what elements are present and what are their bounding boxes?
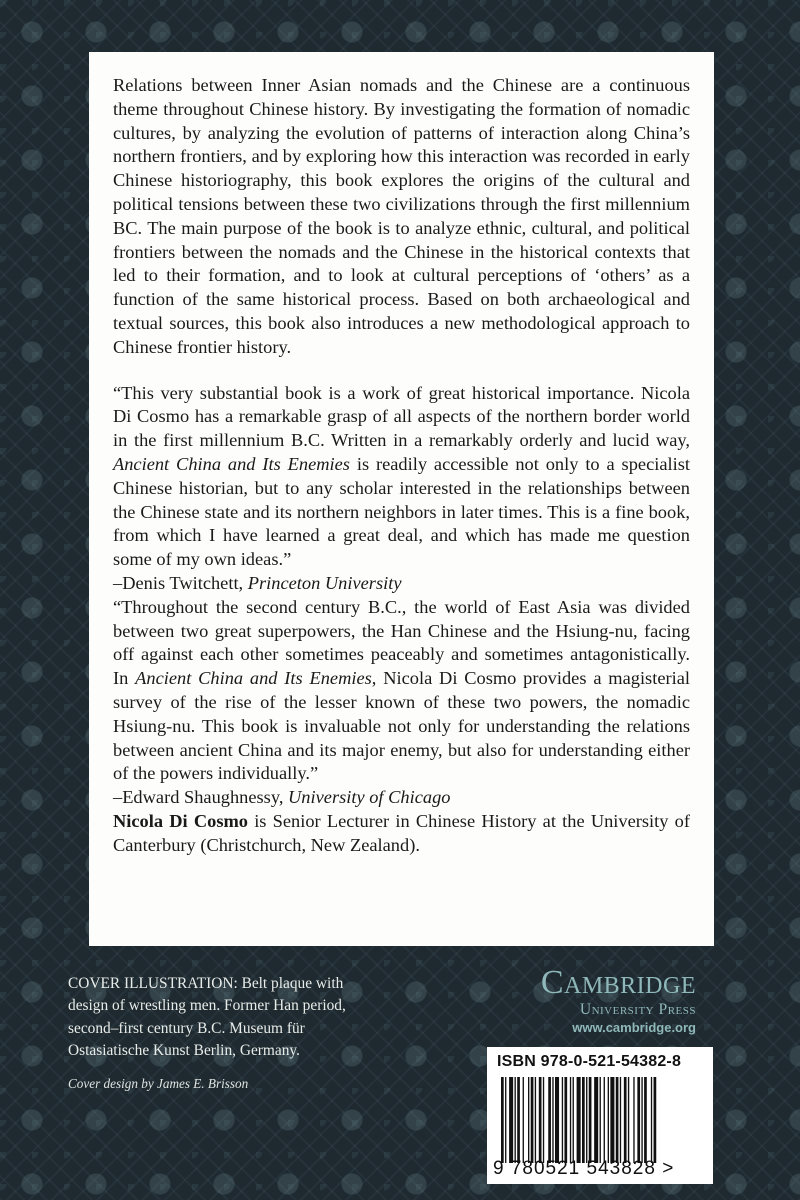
barcode-bar	[600, 1077, 601, 1163]
barcode-bar	[641, 1077, 642, 1163]
publisher-name: Cambridge	[540, 964, 696, 1001]
quote-text: “This very substantial book is a work of great historical importance. Nicola Di Cosmo has a remarkable grasp of all aspects of the northern border world in the first millennium B.C. Written in a remarkably orderly and lucid way,	[113, 382, 690, 451]
barcode-bar	[535, 1077, 536, 1163]
barcode-bar	[562, 1077, 563, 1163]
barcode-bar	[577, 1077, 581, 1163]
barcode-bar	[523, 1077, 524, 1163]
review-attribution-shaughnessy	[113, 786, 690, 810]
barcode-bar	[620, 1077, 621, 1163]
barcode-bar	[654, 1077, 657, 1163]
barcode-bar	[531, 1077, 534, 1163]
barcode-bar	[610, 1077, 614, 1163]
barcode-bar	[555, 1077, 559, 1163]
barcode-bar	[633, 1077, 634, 1163]
author-bio	[113, 810, 690, 858]
barcode-bar	[501, 1077, 504, 1163]
barcode-bar	[644, 1077, 647, 1163]
review-quote-twitchett	[113, 382, 690, 572]
barcode-bar	[548, 1077, 551, 1163]
barcode-bar	[505, 1077, 506, 1163]
barcode-digits: 9 780521 543828 >	[493, 1158, 675, 1179]
barcode-bar	[616, 1077, 619, 1163]
barcode-bar	[564, 1077, 567, 1163]
barcode-bar	[543, 1077, 544, 1163]
barcode-bar	[628, 1077, 629, 1163]
barcode-bar	[589, 1077, 592, 1163]
barcode-bar	[586, 1077, 587, 1163]
cover-illustration-credit: COVER ILLUSTRATION: Belt plaque with design of wrestling men. Former Han period, second–first century B.C. Museum für Ostasiatische Kunst Berlin, Germany.	[68, 975, 346, 1060]
book-description: Relations between Inner Asian nomads and the Chinese are a continuous theme throughout Chinese history. By investigating the formation of nomadic cultures, by analyzing the evolution of patterns of interaction along China’s northern frontiers, and by exploring how this interaction was recorded in early Chinese historiography, this book explores the origins of the cultural and political tensions between these two civilizations through the first millennium BC. The main purpose of the book is to analyze ethnic, cultural, and political frontiers between the nomads and the Chinese in the historical contexts that led to their formation, and to look at cultural perceptions of ‘others’ as a function of the same historical process. Based on both archaeological and textual sources, this book also introduces a new methodological approach to Chinese frontier history.	[113, 75, 690, 357]
book-title: Ancient China and Its Enemies	[113, 453, 350, 474]
book-title: Ancient China and Its Enemies	[135, 668, 372, 689]
author-bio-text: is Senior Lecturer in Chinese History at the University of Canterbury (Christchurch, New Zealand).	[113, 810, 690, 855]
barcode	[499, 1077, 699, 1163]
barcode-bar	[573, 1077, 574, 1163]
barcode-bar	[637, 1077, 640, 1163]
review-attribution-twitchett	[113, 572, 690, 596]
reviewer-institution: Princeton University	[247, 572, 402, 593]
barcode-bar	[528, 1077, 529, 1163]
cover-design-credit: Cover design by James E. Brisson	[68, 1076, 249, 1091]
publisher-url: www.cambridge.org	[572, 1020, 696, 1035]
barcode-bar	[509, 1077, 513, 1163]
barcode-bar	[515, 1077, 516, 1163]
barcode-bar	[582, 1077, 585, 1163]
barcode-bar	[594, 1077, 598, 1163]
barcode-bar	[517, 1077, 520, 1163]
barcode-bar	[539, 1077, 542, 1163]
isbn-barcode-box	[487, 1047, 713, 1184]
reviewer-name: –Edward Shaughnessy,	[113, 787, 289, 808]
back-cover-text-panel	[89, 52, 714, 946]
barcode-bar	[552, 1077, 553, 1163]
barcode-bar	[651, 1077, 652, 1163]
barcode-bar	[608, 1077, 609, 1163]
reviewer-institution: University of Chicago	[288, 787, 451, 808]
isbn-label: ISBN 978-0-521-54382-8	[497, 1053, 682, 1070]
quote-text: is readily accessible not only to a specialist Chinese historian, but to any scholar interested in the relationships between the Chinese state and its northern neighbors in later times. This is a fine book, from which I have learned a great deal, and which has made me question some of my own ideas.”	[113, 453, 690, 570]
reviewer-name: –Denis Twitchett,	[113, 572, 248, 593]
barcode-bar	[604, 1077, 605, 1163]
review-quote-shaughnessy	[113, 596, 690, 786]
barcode-bar	[624, 1077, 627, 1163]
publisher-logo	[488, 965, 696, 1036]
publisher-subtitle: University Press	[579, 1001, 696, 1018]
barcode-bar	[570, 1077, 571, 1163]
quote-text: , Nicola Di Cosmo provides a magisterial survey of the rise of the lesser known of these two powers, the nomadic Hsiung-nu. This book is invaluable not only for understanding the relations between ancient China and its major enemy, but also for understanding either of the powers individually.”	[113, 668, 690, 784]
author-name: Nicola Di Cosmo	[113, 810, 248, 831]
quote-text: “Throughout the second century B.C., the world of East Asia was divided between two great superpowers, the Han Chinese and the Hsiung-nu, facing off against each other sometimes peaceably and sometimes antagonistically. In	[113, 596, 690, 689]
